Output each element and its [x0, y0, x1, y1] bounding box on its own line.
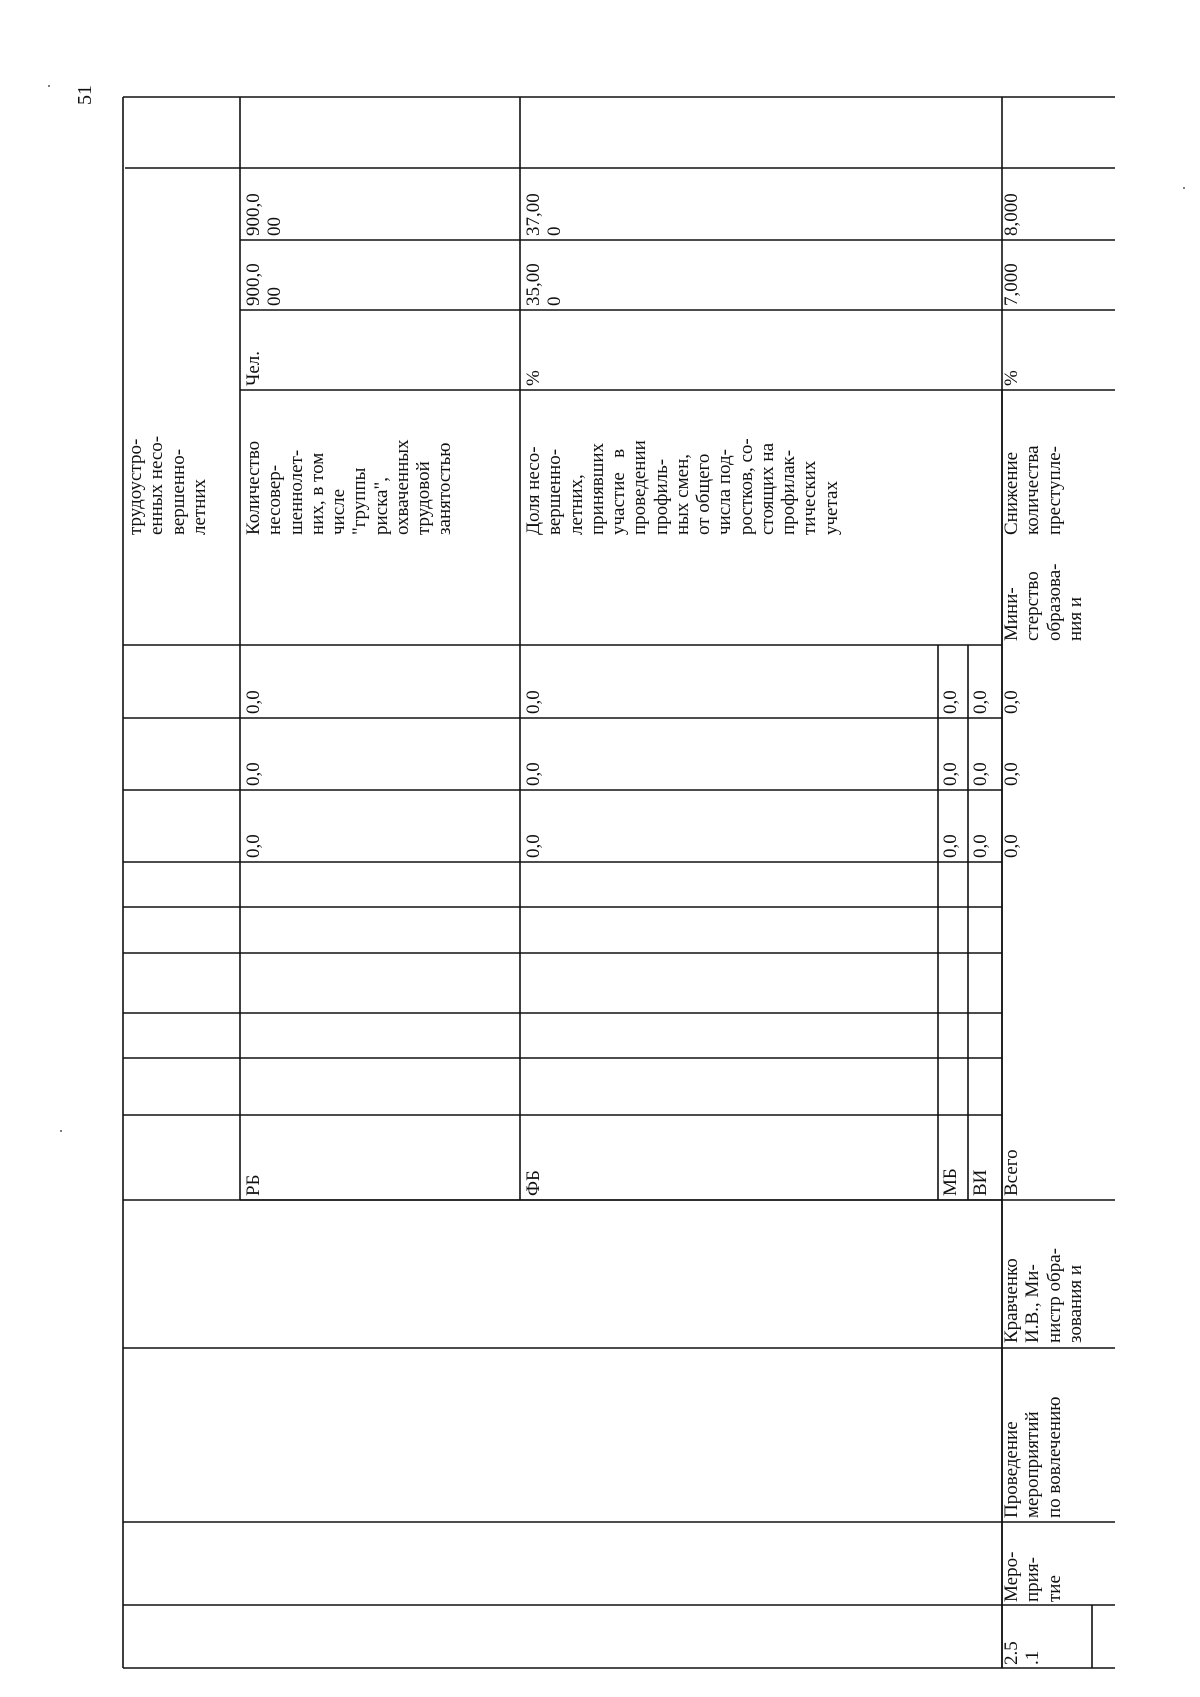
mb-value: 0,0 [940, 834, 961, 858]
row-responsible: Кравченко И.В., Ми- нистр обра- зования и [1001, 1248, 1086, 1343]
rb-value: 0,0 [243, 762, 264, 786]
source-vi: ВИ [970, 1169, 991, 1196]
mb-value: 0,0 [940, 690, 961, 714]
vi-value: 0,0 [970, 690, 991, 714]
value-share-2: 37,00 0 [523, 193, 566, 236]
vi-value: 0,0 [970, 762, 991, 786]
mb-value: 0,0 [940, 762, 961, 786]
row-type: Меро- прия- тие [1001, 1551, 1065, 1602]
row-value-2: 8,000 [1001, 193, 1022, 236]
value-share-1: 35,00 0 [523, 263, 566, 306]
row-total-value: 0,0 [1001, 762, 1022, 786]
source-rb: РБ [243, 1174, 264, 1196]
row-executor: Мини- стерство образова- ния и [1001, 563, 1086, 641]
fb-value: 0,0 [523, 690, 544, 714]
scan-speck [48, 85, 50, 87]
source-mb: МБ [940, 1168, 961, 1196]
scan-speck [60, 1130, 62, 1132]
rb-value: 0,0 [243, 834, 264, 858]
rb-value: 0,0 [243, 690, 264, 714]
row-number: 2.5 .1 [1001, 1641, 1044, 1665]
value-employment-2: 900,0 00 [243, 193, 286, 236]
value-employment-1: 900,0 00 [243, 263, 286, 306]
row-value-1: 7,000 [1001, 263, 1022, 306]
row-total-value: 0,0 [1001, 834, 1022, 858]
row-activity-name: Проведение мероприятий по вовлечению [1001, 1396, 1065, 1518]
row-total-label: Всего [1001, 1149, 1022, 1196]
row-unit: % [1001, 370, 1022, 386]
unit-employment: Чел. [243, 350, 264, 386]
scan-speck [1183, 187, 1185, 189]
indicator-tail: трудоустро- енных несо- вершенно- летних [125, 435, 210, 535]
fb-value: 0,0 [523, 834, 544, 858]
fb-value: 0,0 [523, 762, 544, 786]
row-indicator: Снижение количества преступле- [1001, 445, 1065, 535]
vi-value: 0,0 [970, 834, 991, 858]
indicator-share: Доля несо- вершенно- летних, принявших участие в проведении профиль- ных смен, от общего числа под- ростков, со- стоящих на профилак- тических учетах [523, 438, 842, 535]
indicator-employment: Количество несовер- шеннолет- них, в том числе "группы риска", охваченных трудовой занятостью [243, 439, 456, 535]
source-fb: ФБ [523, 1170, 544, 1196]
unit-share: % [523, 370, 544, 386]
page-number: 51 [74, 85, 96, 105]
row-total-value: 0,0 [1001, 690, 1022, 714]
